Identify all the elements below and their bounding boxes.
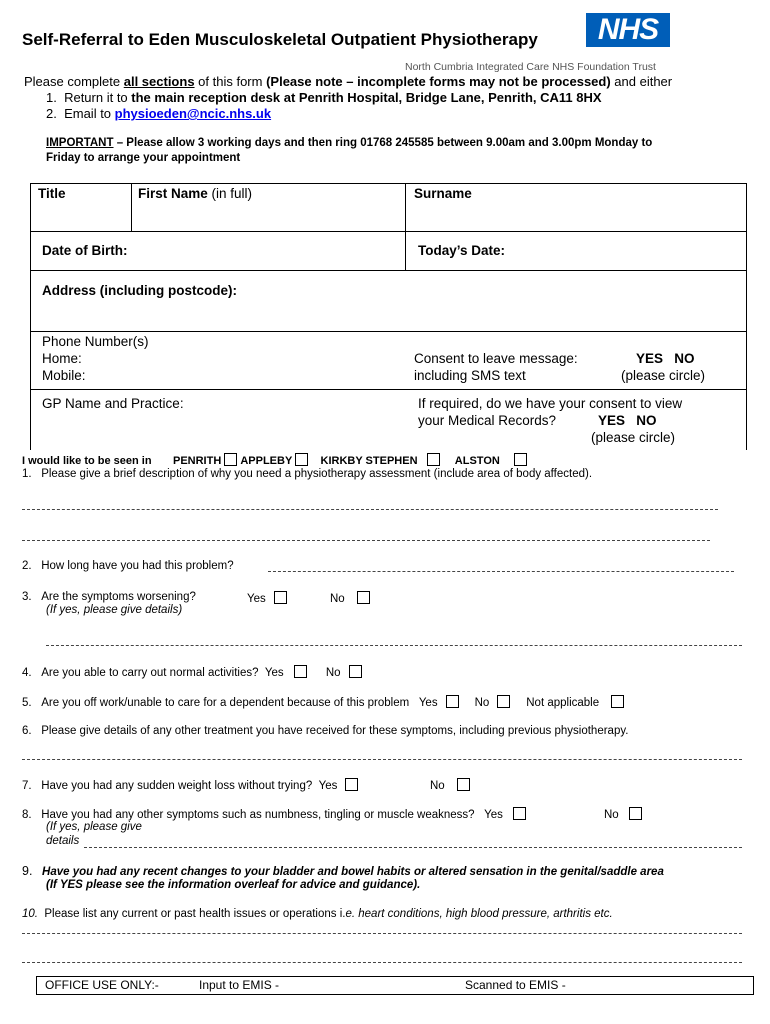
todays-date-field[interactable]: Today’s Date: bbox=[418, 243, 506, 258]
q5-no-checkbox[interactable] bbox=[497, 695, 510, 708]
page-title: Self-Referral to Eden Musculoskeletal Outpatient Physiotherapy bbox=[22, 30, 538, 49]
records-please-circle: (please circle) bbox=[591, 430, 676, 445]
question-9: 9. Have you had any recent changes to your bladder and bowel habits or altered sensation in the genital/saddle area bbox=[22, 864, 664, 878]
home-phone-field[interactable]: Home: bbox=[42, 351, 82, 366]
q8-no: No bbox=[604, 807, 642, 821]
question-3: 3. Are the symptoms worsening? bbox=[22, 591, 196, 603]
nhs-logo bbox=[586, 13, 670, 47]
mobile-phone-field[interactable]: Mobile: bbox=[42, 368, 86, 383]
records-question-cont: your Medical Records? bbox=[418, 413, 557, 428]
location-choice: I would like to be seen in PENRITH APPLEBY KIRKBY STEPHEN ALSTON bbox=[22, 453, 527, 467]
question-6: 6. Please give details of any other treatment you have received for these symptoms, including previous physiotherapy. bbox=[22, 725, 629, 737]
question-5: 5. Are you off work/unable to care for a dependent because of this problem Yes No Not applicable bbox=[22, 695, 624, 709]
instruction-item-2: 2. Email to physioeden@ncic.nhs.uk bbox=[46, 106, 272, 121]
q8-no-checkbox[interactable] bbox=[629, 807, 642, 820]
question-4: 4. Are you able to carry out normal activities? Yes No bbox=[22, 665, 362, 679]
nhs-logo-text: NHS bbox=[597, 13, 659, 46]
gp-field[interactable]: GP Name and Practice: bbox=[42, 396, 184, 411]
address-field[interactable]: Address (including postcode): bbox=[42, 283, 238, 298]
answer-line[interactable] bbox=[84, 847, 742, 848]
email-link[interactable]: physioeden@ncic.nhs.uk bbox=[114, 106, 272, 121]
question-9-cont: (If YES please see the information overleaf for advice and guidance). bbox=[46, 879, 421, 891]
question-1: 1. Please give a brief description of why you need a physiotherapy assessment (include area of body affected). bbox=[22, 468, 593, 480]
q3-no: No bbox=[330, 591, 370, 605]
answer-line[interactable] bbox=[22, 509, 718, 510]
q8-note-cont: details bbox=[46, 835, 80, 847]
question-7: 7. Have you had any sudden weight loss without trying? Yes bbox=[22, 778, 358, 792]
q7-yes-checkbox[interactable] bbox=[345, 778, 358, 791]
scanned-to-emis: Scanned to EMIS - bbox=[465, 978, 566, 992]
q8-yes-checkbox[interactable] bbox=[513, 807, 526, 820]
input-to-emis: Input to EMIS - bbox=[199, 978, 280, 992]
q5-yes-checkbox[interactable] bbox=[446, 695, 459, 708]
q7-no-checkbox[interactable] bbox=[457, 778, 470, 791]
first-name-field[interactable]: First Name (in full) bbox=[138, 186, 253, 201]
surname-field[interactable]: Surname bbox=[414, 186, 472, 201]
alston-checkbox[interactable] bbox=[514, 453, 527, 466]
q4-yes-checkbox[interactable] bbox=[294, 665, 307, 678]
answer-line[interactable] bbox=[22, 962, 742, 963]
important-notice: IMPORTANT – Please allow 3 working days and then ring 01768 245585 between 9.00am and 3.00pm Monday to bbox=[46, 137, 653, 149]
answer-line[interactable] bbox=[22, 540, 710, 541]
q4-no-checkbox[interactable] bbox=[349, 665, 362, 678]
q5-na-checkbox[interactable] bbox=[611, 695, 624, 708]
phone-label: Phone Number(s) bbox=[42, 334, 149, 349]
records-yes-no[interactable]: YES NO bbox=[598, 413, 657, 428]
q3-note: (If yes, please give details) bbox=[46, 604, 183, 616]
kirkby-checkbox[interactable] bbox=[427, 453, 440, 466]
q3-no-checkbox[interactable] bbox=[357, 591, 370, 604]
q8-note: (If yes, please give bbox=[46, 821, 142, 833]
consent-yes-no[interactable]: YES NO bbox=[636, 351, 695, 366]
title-field[interactable]: Title bbox=[38, 186, 66, 201]
question-2: 2. How long have you had this problem? bbox=[22, 560, 234, 572]
appleby-checkbox[interactable] bbox=[295, 453, 308, 466]
q7-no: No bbox=[430, 778, 470, 792]
please-circle: (please circle) bbox=[621, 368, 706, 383]
dob-field[interactable]: Date of Birth: bbox=[42, 243, 128, 258]
records-question: If required, do we have your consent to view bbox=[418, 396, 683, 411]
office-use-box bbox=[36, 976, 754, 995]
question-8: 8. Have you had any other symptoms such as numbness, tingling or muscle weakness? Yes bbox=[22, 807, 526, 821]
instruction-item-1: 1. Return it to the main reception desk at Penrith Hospital, Bridge Lane, Penrith, CA11 8HX bbox=[46, 90, 602, 105]
question-10: 10. Please list any current or past health issues or operations i.e. heart conditions, high blood pressure, arthritis etc. bbox=[22, 908, 613, 920]
sms-label: including SMS text bbox=[414, 368, 526, 383]
answer-line[interactable] bbox=[22, 933, 742, 934]
office-use-label: OFFICE USE ONLY:- bbox=[45, 978, 159, 992]
penrith-checkbox[interactable] bbox=[224, 453, 237, 466]
important-notice-cont: Friday to arrange your appointment bbox=[46, 152, 241, 164]
trust-name: North Cumbria Integrated Care NHS Foundation Trust bbox=[405, 61, 656, 73]
intro-text: Please complete all sections of this form (Please note – incomplete forms may not be processed) and either bbox=[24, 74, 673, 89]
q3-yes: Yes bbox=[247, 591, 287, 605]
answer-line[interactable] bbox=[268, 571, 734, 572]
consent-label: Consent to leave message: bbox=[414, 351, 578, 366]
q3-yes-checkbox[interactable] bbox=[274, 591, 287, 604]
answer-line[interactable] bbox=[22, 759, 742, 760]
answer-line[interactable] bbox=[46, 645, 742, 646]
